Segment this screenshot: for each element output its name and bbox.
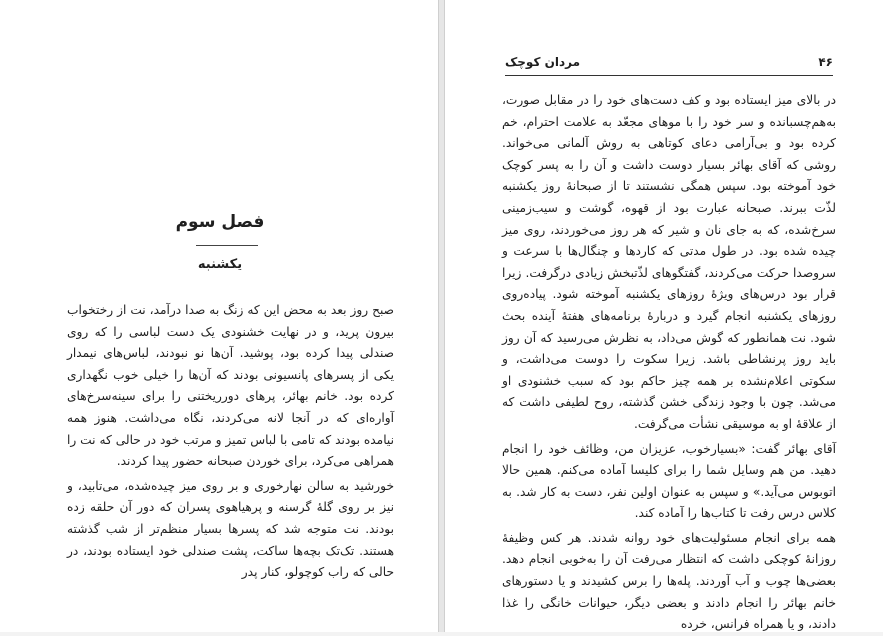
paragraph: خورشید به سالن نهارخوری و بر روی میز چیده‌شده، می‌تابید، و نیز بر روی گلهٔ گرسنه و پرهیاهوی پسران که دور آن حلقه زده بودند. نت متوجه شد که پسرها بسیار منظم‌تر از شب گذشته هستند. تک‌تک بچه‌ها ساکت، پشت صندلی خود ایستاده بودند، در حالی که راب کوچولو، کنار پدر: [67, 478, 394, 580]
right-page: [445, 0, 883, 632]
left-page: [0, 0, 438, 632]
paragraph: همه برای انجام مسئولیت‌های خود روانه شدند. هر کس وظیفهٔ روزانهٔ کوچکی داشت که انتظار می‌رفت آن را به‌خوبی انجام دهد. بعضی‌ها چوب و آب آوردند. پله‌ها را برس کشیدند و یا دستورهای خانم بهائر را انجام دادند و بعضی دیگر، حیوانات خانگی را غذا دادند، و یا همراه فرانس، خرده: [502, 530, 836, 632]
page-number: ۴۶: [818, 55, 833, 69]
right-page-body: [502, 90, 836, 636]
chapter-title-rule: [196, 245, 258, 246]
header-rule: [505, 75, 833, 76]
book-gutter: [438, 0, 445, 632]
paragraph: صبح روز بعد به محض این که زنگ به صدا درآمد، نت از رختخواب بیرون پرید، و در نهایت خشنودی یک دست لباسی را که روی صندلی پیدا کرده بود، پوشید. آن‌ها نو نبودند، لباس‌های نیمدار یکی از پسرهای پانسیونی بودند که آن‌ها را خیلی خوب نگهداری کرده بود. خانم بهائر، پرهای دورریختنی را برای سینه‌سرخ‌های آواره‌ای که در آنجا لانه می‌کردند، نگاه می‌داشت. هنوز همه نیامده بودند که تامی با لباس تمیز و مرتب خود در حالی که نت را همراهی می‌کرد، برای خوردن صبحانه حضور پیدا کردند.: [67, 303, 394, 469]
paragraph: در بالای میز ایستاده بود و کف دست‌های خود را در مقابل صورت، به‌هم‌چسبانده و سر خود را با موهای مجعّد به علامت احترام، خم کرده بود و بی‌آرامی دعای کوتاهی به روش آلمانی می‌خواند. روشی که آقای بهائر بسیار دوست داشت و آن را به پسر کوچک خود آموخته بود. سپس همگی نشستند تا از صبحانهٔ روز یکشنبه لذّت ببرند. صبحانه عبارت بود از قهوه، گوشت و سیب‌زمینی سرخ‌شده، که به جای نان و شیر که هر روز می‌خوردند، روی میز چیده شده بود. در طول مدتی که کاردها و چنگال‌ها با سرعت و سروصدا حرکت می‌کردند، گفتگوهای لذّتبخش زیادی درگرفت. زیرا قرار بود درس‌های ویژهٔ روزهای یکشنبه آموخته شود. پیاده‌روی روزهای یکشنبه انجام گیرد و دربارهٔ برنامه‌های هفتهٔ آینده بحث شود. نت همانطور که گوش می‌داد، به نظرش می‌رسید که آن روز باید روز پرنشاطی باشد. زیرا سکوت را دوست می‌داشت، و سکوتی اعلام‌نشده بر همه چیز حاکم بود که سبب خشنودی او می‌شد. چون با وجود زندگی خشن گذشته، روح لطیفی داشت که از علاقهٔ او به موسیقی نشأت می‌گرفت.: [502, 93, 836, 431]
running-title: مردان کوچک: [505, 55, 581, 69]
left-page-body: [67, 300, 394, 584]
paragraph: آقای بهائر گفت: «بسیارخوب، عزیزان من، وظائف خود را انجام دهید. من هم وسایل شما را برای کلیسا آماده می‌کنم. همین حالا اتوبوس می‌آید.» و سپس به عنوان اولین نفر، دست به کار شد. به کلاس درس رفت تا کتاب‌ها را آماده کند.: [502, 441, 836, 521]
chapter-title: فصل سوم: [175, 212, 265, 232]
running-head: [505, 55, 833, 73]
chapter-subtitle: یکشنبه: [197, 257, 243, 272]
